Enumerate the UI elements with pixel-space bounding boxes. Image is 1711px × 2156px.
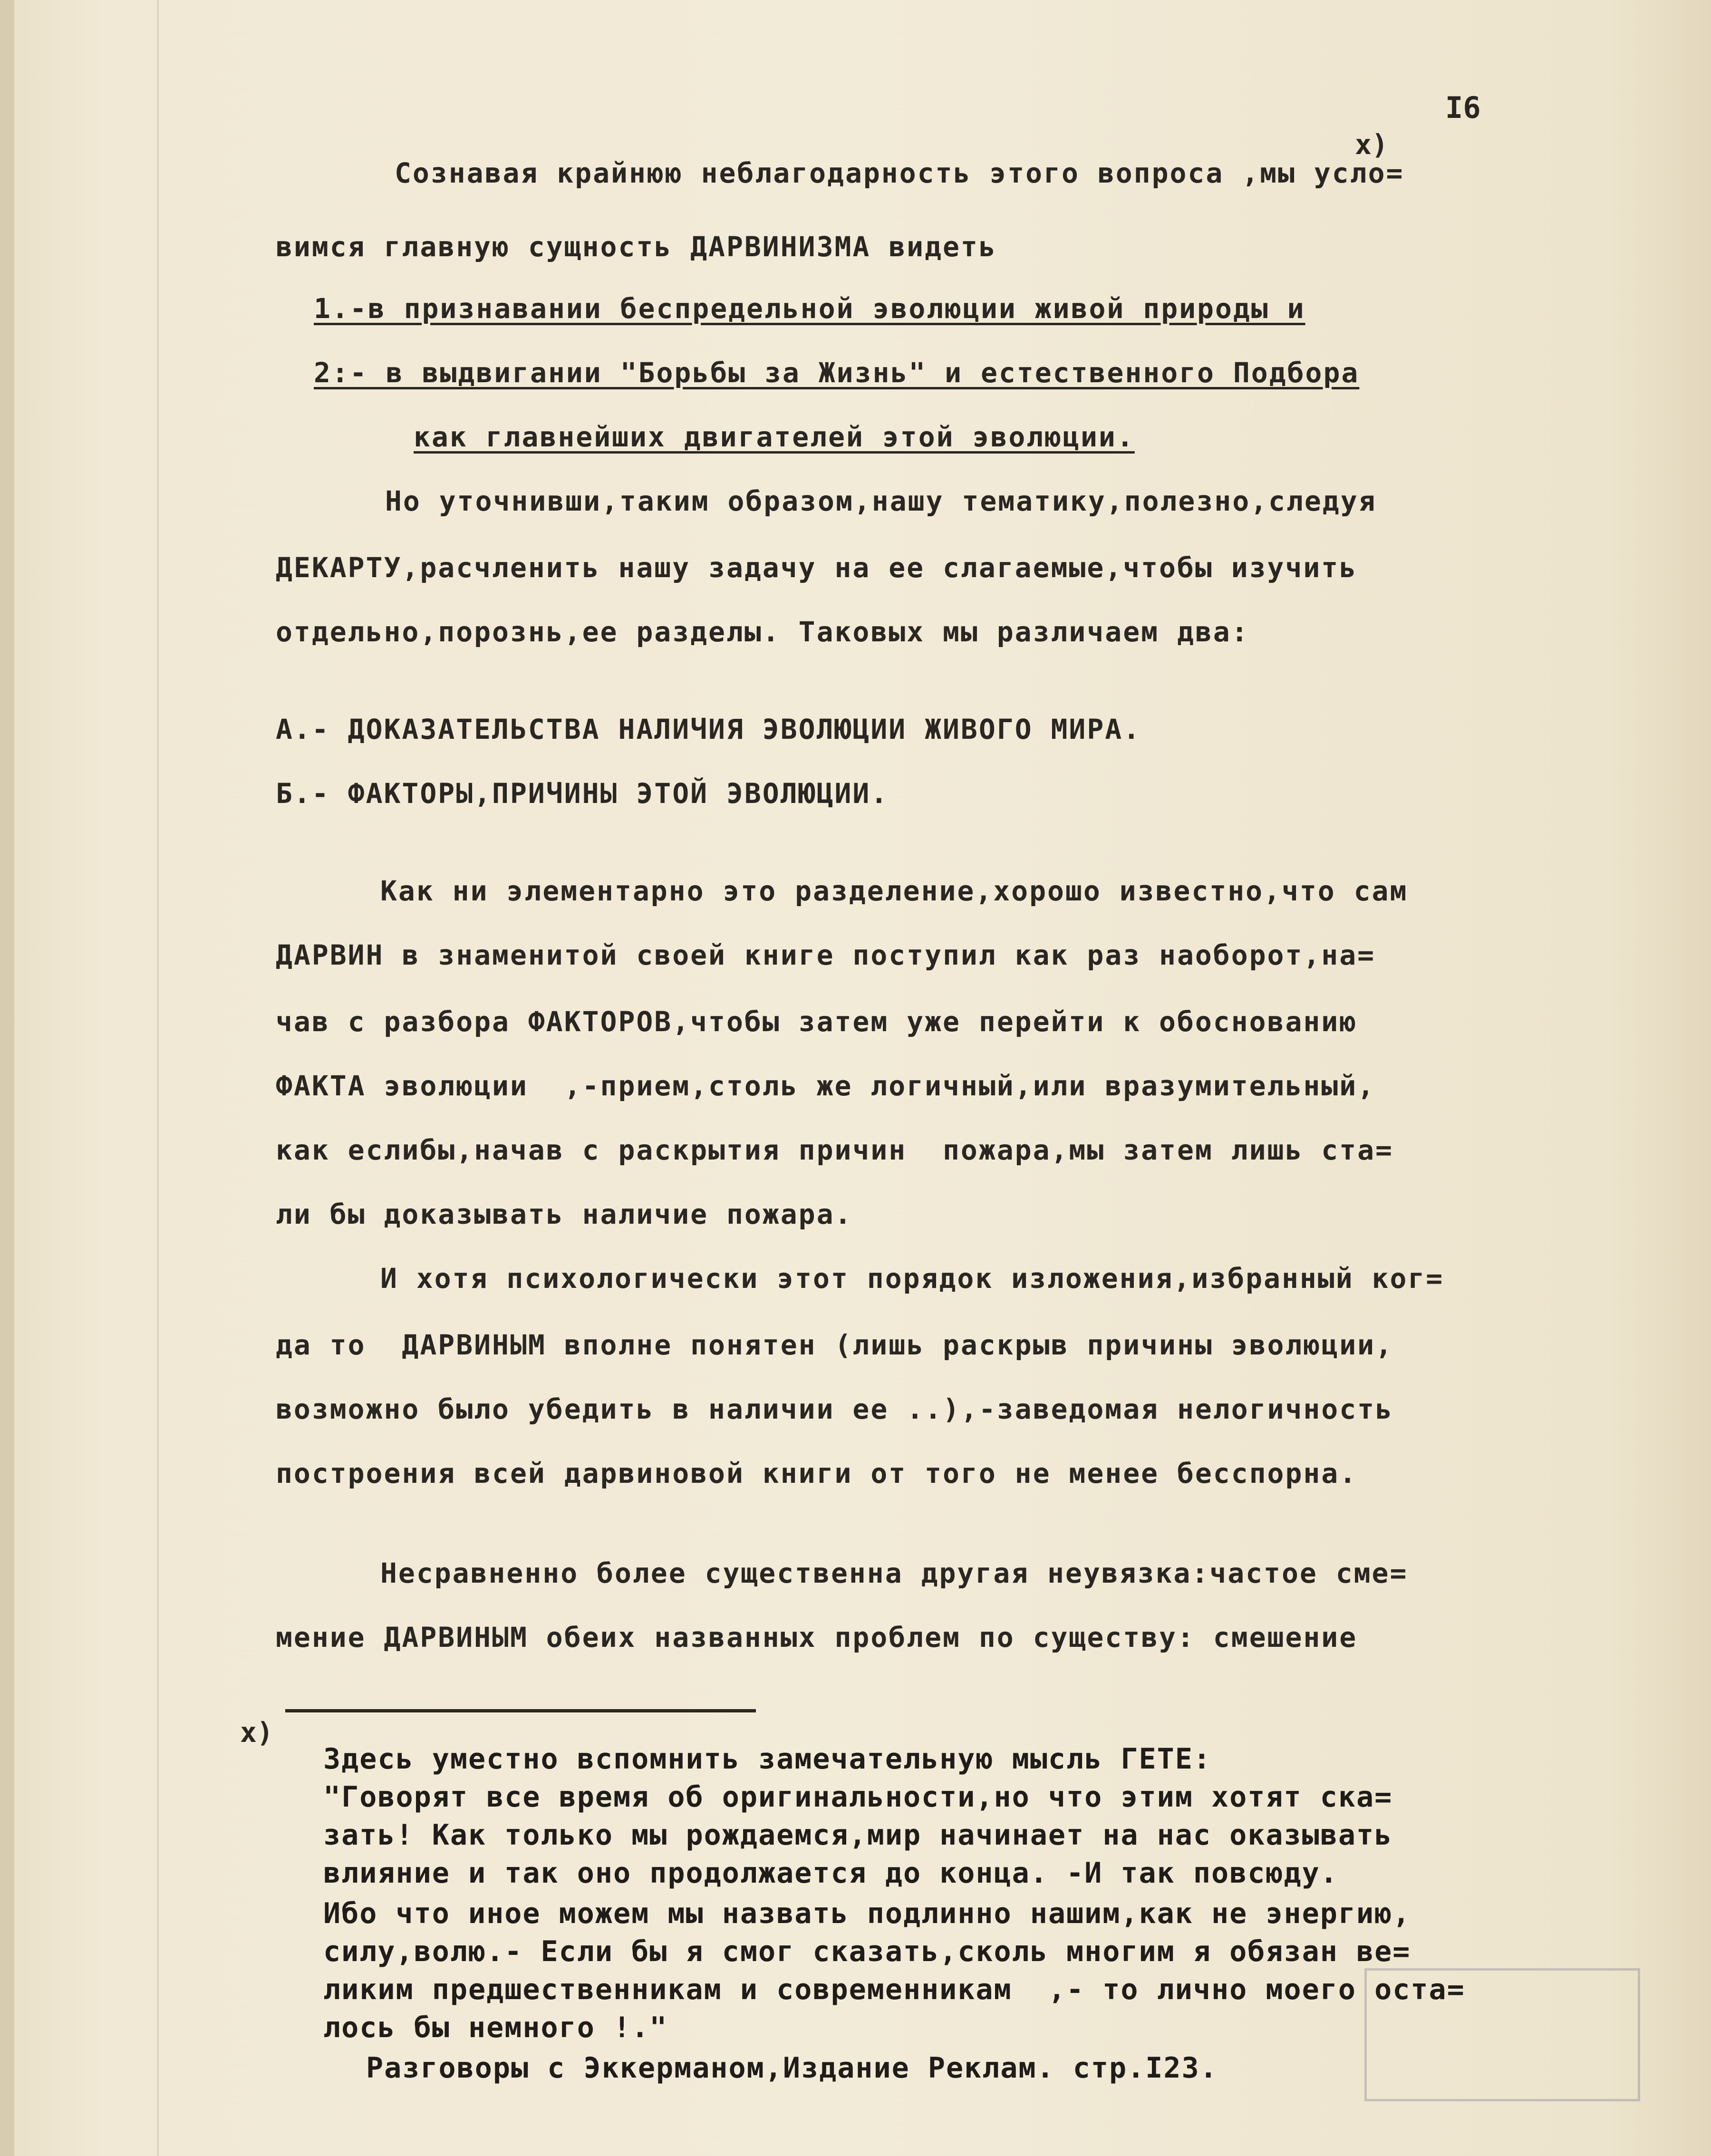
body-line-underlined: 2:- в выдвигании "Борьбы за Жизнь" и естественного Подбора — [314, 357, 1360, 389]
body-line: ФАКТА эволюции ,-прием,столь же логичный,или вразумительный, — [276, 1070, 1376, 1102]
body-line: чав с разбора ФАКТОРОВ,чтобы затем уже перейти к обоснованию — [276, 1005, 1358, 1038]
footnote-separator-rule — [285, 1709, 756, 1712]
body-line-underlined: как главнейших двигателей этой эволюции. — [414, 421, 1135, 453]
body-line-underlined: 1.-в признавании беспредельной эволюции живой природы и — [314, 292, 1305, 325]
footnote-line: силу,волю.- Если бы я смог сказать,сколь многим я обязан ве= — [323, 1935, 1411, 1968]
body-line: да то ДАРВИНЫМ вполне понятен (лишь раскрыв причины эволюции, — [276, 1329, 1393, 1361]
body-line: А.- ДОКАЗАТЕЛЬСТВА НАЛИЧИЯ ЭВОЛЮЦИИ ЖИВОГО МИРА. — [276, 713, 1141, 745]
body-line: Но уточнивши,таким образом,нашу тематику,полезно,следуя — [385, 485, 1377, 517]
footnote-line: "Говорят все время об оригинальности,но что этим хотят ска= — [323, 1780, 1393, 1814]
body-line: И хотя психологически этот порядок изложения,избранный ког= — [380, 1262, 1444, 1295]
footnote-line: влияние и так оно продолжается до конца. -И так повсюду. — [323, 1856, 1338, 1890]
body-line: Как ни элементарно это разделение,хорошо известно,что сам — [380, 875, 1408, 907]
footnote-line: лось бы немного !." — [323, 2011, 668, 2044]
body-line: возможно было убедить в наличии ее ..),-заведомая нелогичность — [276, 1393, 1393, 1425]
body-line: ли бы доказывать наличие пожара. — [276, 1198, 853, 1230]
footnote-reference-marker: x) — [1355, 128, 1388, 161]
body-line: как еслибы,начав с раскрытия причин пожара,мы затем лишь ста= — [276, 1134, 1393, 1166]
footnote-line: Здесь уместно вспомнить замечательную мысль ГЕТЕ: — [323, 1742, 1212, 1776]
page-binding-edge — [0, 0, 14, 2156]
body-line: Несравненно более существенна другая неувязка:частое сме= — [380, 1557, 1408, 1589]
page-fold-line — [157, 0, 159, 2156]
footnote-line: ликим предшественникам и современникам ,- то лично моего оста= — [323, 1973, 1465, 2006]
body-line: ДЕКАРТУ,расчленить нашу задачу на ее слагаемые,чтобы изучить — [276, 551, 1358, 584]
body-line: вимся главную сущность ДАРВИНИЗМА видеть — [276, 231, 997, 263]
footnote-line: Ибо что иное можем мы назвать подлинно нашим,как не энергию, — [323, 1897, 1411, 1930]
footnote-citation: Разговоры с Эккерманом,Издание Реклам. стр.I23. — [366, 2051, 1218, 2085]
body-line: ДАРВИН в знаменитой своей книге поступил как раз наоборот,на= — [276, 939, 1376, 971]
body-line: отдельно,порознь,ее разделы. Таковых мы различаем два: — [276, 616, 1249, 648]
body-line: построения всей дарвиновой книги от того не менее бесспорна. — [276, 1457, 1358, 1489]
archive-stamp — [1364, 1968, 1640, 2101]
body-line: мение ДАРВИНЫМ обеих названных проблем по существу: смешение — [276, 1621, 1358, 1653]
body-line: Сознавая крайнюю неблагодарность этого вопроса ,мы усло= — [395, 157, 1404, 189]
body-line: Б.- ФАКТОРЫ,ПРИЧИНЫ ЭТОЙ ЭВОЛЮЦИИ. — [276, 777, 889, 810]
footnote-line: зать! Как только мы рождаемся,мир начинает на нас оказывать — [323, 1818, 1393, 1852]
page-number: I6 — [1445, 90, 1481, 125]
footnote-marker: x) — [240, 1716, 273, 1749]
